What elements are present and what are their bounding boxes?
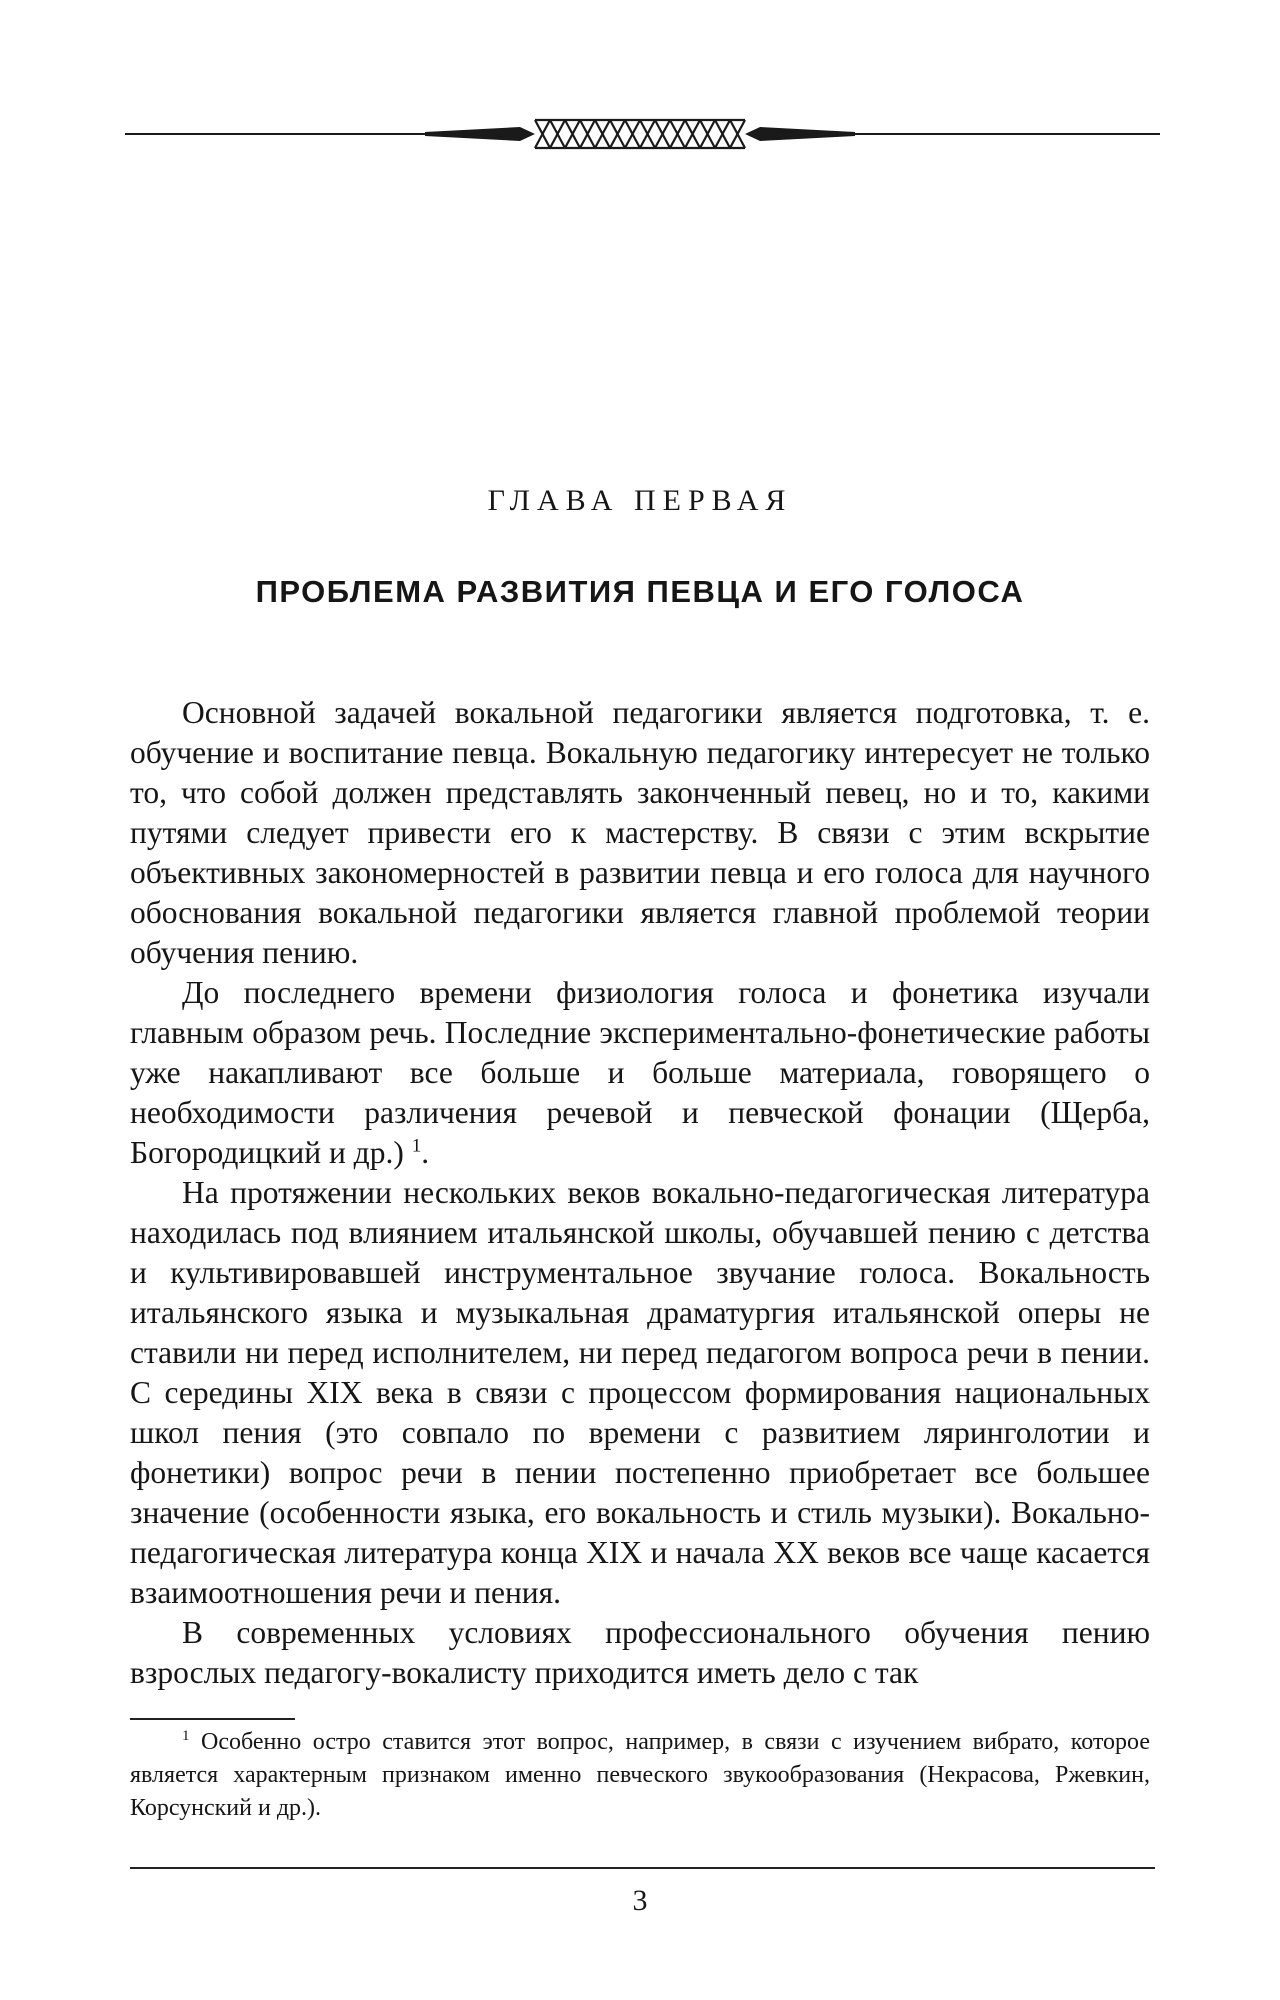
footnote-divider (130, 1718, 295, 1720)
footnote (130, 1726, 1150, 1825)
footnote-reference[interactable]: 1 (411, 1135, 422, 1157)
header-ornament-icon (125, 112, 1160, 156)
body-text (130, 693, 1150, 1693)
paragraph (130, 1173, 1150, 1613)
chapter-title: ПРОБЛЕМА РАЗВИТИЯ ПЕВЦА И ЕГО ГОЛОСА (255, 574, 1025, 609)
paragraph (130, 693, 1150, 973)
page-number: 3 (632, 1884, 648, 1917)
paragraph (130, 973, 1150, 1173)
footnote-mark: 1 (182, 1728, 190, 1744)
paragraph-text: Основной задачей вокальной педагогики является подготовка, т. е. обучение и воспитание певца. Вокальную педагогику интересует не только то, что собой должен представлять законченный певец, но и то, какими путями следует привести его к мастерству. В связи с этим вскрытие объективных закономерностей в развитии певца и его голоса для научного обоснования вокальной педагогики является главной проблемой теории обучения пению. (130, 695, 1150, 970)
paragraph-text: До последнего времени физиология голоса и фонетика изучали главным образом речь. Последние экспериментально-фонетические работы уже накапливают все больше и больше материала, говорящего о необходимости различения речевой и певческой фонации (Щерба, Богородицкий и др.) (130, 975, 1150, 1170)
paragraph-text: На протяжении нескольких веков вокально-педагогическая литература находилась под влиянием итальянской школы, обучавшей пению с детства и культивировавшей инструментальное звучание голоса. Вокальность итальянского языка и музыкальная драматургия итальянской оперы не ставили ни перед исполнителем, ни перед педагогом вопроса речи в пении. С середины XIX века в связи с процессом формирования национальных школ пения (это совпало по времени с развитием ляринголотии и фонетики) вопрос речи в пении постепенно приобретает все большее значение (особенности языка, его вокальность и стиль музыки). Вокально-педагогическая литература конца XIX и начала XX веков все чаще касается взаимоотношения речи и пения. (130, 1175, 1150, 1610)
chapter-label: ГЛАВА ПЕРВАЯ (487, 484, 793, 517)
footnote-text: Особенно остро ставится этот вопрос, например, в связи с изучением вибрато, которое является характерным признаком именно певческого звукообразования (Некрасова, Ржевкин, Корсунский и др.). (130, 1729, 1151, 1821)
paragraph-text: В современных условиях профессионального обучения пению взрослых педагогу-вокалисту приходится иметь дело с так (130, 1615, 1150, 1690)
page-bottom-divider (130, 1867, 1155, 1869)
paragraph (130, 1613, 1150, 1693)
paragraph-tail: . (421, 1135, 430, 1170)
